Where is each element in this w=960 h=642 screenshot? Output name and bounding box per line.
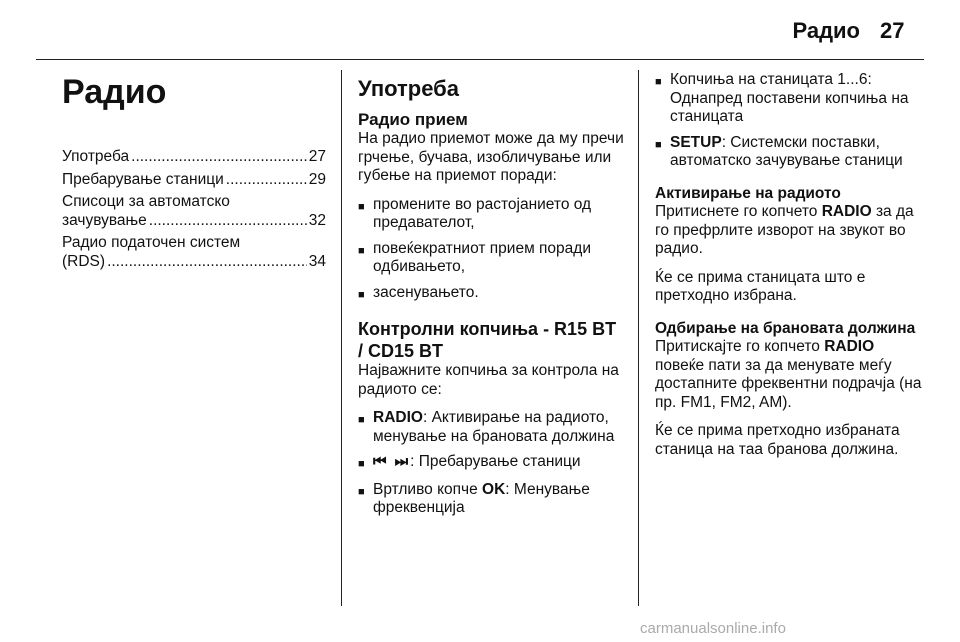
seek-buttons-icon: ⏮ ⏭ [373, 453, 411, 470]
toc-entry[interactable] [62, 171, 326, 190]
subsection-heading: Контролни копчиња - R15 BT / CD15 BT [358, 319, 617, 361]
toc-leader [226, 171, 307, 190]
toc-page: 29 [308, 170, 326, 188]
bullet-icon: ■ [358, 288, 365, 301]
toc-title-line: Списоци за автоматско [62, 193, 230, 210]
chapter-column [62, 68, 326, 271]
bullet-icon: ■ [358, 485, 365, 498]
table-of-contents [62, 148, 326, 271]
paragraph: Притиснете го копчето RADIO за да го префрлите изворот на звукот во радио. [655, 203, 914, 257]
header-divider [36, 59, 924, 60]
usage-column [358, 68, 624, 525]
toc-title: (RDS) [62, 252, 106, 270]
paragraph: Најважните копчиња за контрола на радиото се: [358, 362, 619, 398]
paragraph: На радио приемот може да му пречи грчење, бучава, изобличување или губење на приемот поради: [358, 130, 624, 184]
ok-key-label: OK [482, 480, 506, 498]
toc-title: зачувување [62, 211, 147, 229]
bullet-icon: ■ [358, 458, 365, 470]
running-header-title: Радио [792, 18, 860, 43]
toc-leader [131, 148, 307, 167]
toc-leader [107, 253, 307, 272]
list-item: ■ RADIO: Активирање на радиото, менување на брановата должина [358, 409, 615, 445]
paragraph: Ќе се прима станицата што е претходно избрана. [655, 268, 866, 304]
list-item: ■ Вртливо копче OK: Менување фреквенција [358, 480, 590, 516]
list-item: ■ повеќекратниот прием поради одбивањето, [358, 239, 591, 275]
toc-entry[interactable] [62, 193, 326, 230]
bullet-icon: ■ [358, 414, 365, 426]
radio-key-label: RADIO [373, 409, 423, 426]
watermark: carmanualsonline.info [640, 620, 786, 637]
toc-page: 32 [308, 211, 326, 229]
chapter-title: Радио [62, 73, 167, 111]
toc-page: 34 [308, 252, 326, 270]
page-number: 27 [880, 18, 905, 43]
paragraph: Притискајте го копчето RADIO повеќе пати за да менувате меѓу достапните фреквентни подрачја (на пр. FM1, FM2, AM). [655, 338, 922, 411]
bullet-icon: ■ [655, 76, 662, 88]
toc-title: Пребарување станици [62, 170, 224, 188]
toc-title-line: Радио податочен систем [62, 234, 241, 251]
toc-leader [149, 212, 307, 231]
bullet-icon: ■ [358, 244, 365, 257]
column-divider-2 [638, 70, 639, 606]
setup-key-label: SETUP [670, 133, 722, 151]
subsection-heading: Одбирање на брановата должина [655, 319, 916, 337]
bullet-icon: ■ [655, 138, 662, 151]
section-heading: Употреба [358, 76, 460, 101]
list-item: ■ ⏮ ⏭: Пребарување станици [358, 453, 624, 474]
toc-entry[interactable] [62, 234, 326, 271]
paragraph: Ќе се прима претходно избраната станица на таа бранова должина. [655, 422, 900, 458]
list-item: ■ засенувањето. [358, 284, 624, 305]
list-item: ■ SETUP: Системски поставки, автоматско зачувување станици [655, 133, 903, 169]
list-item: ■ Копчиња на станицата 1...6: Однапред поставени копчиња на станицата [655, 71, 909, 125]
radio-column [655, 71, 925, 469]
toc-title: Употреба [62, 148, 130, 165]
list-item: ■ промените во растојанието од предавателот, [358, 195, 592, 231]
column-divider-1 [341, 70, 342, 606]
toc-page: 27 [308, 148, 326, 165]
subsection-heading: Активирање на радиото [655, 184, 841, 202]
bullet-icon: ■ [358, 200, 365, 213]
subsection-heading: Радио прием [358, 110, 468, 129]
toc-entry[interactable] [62, 148, 326, 167]
